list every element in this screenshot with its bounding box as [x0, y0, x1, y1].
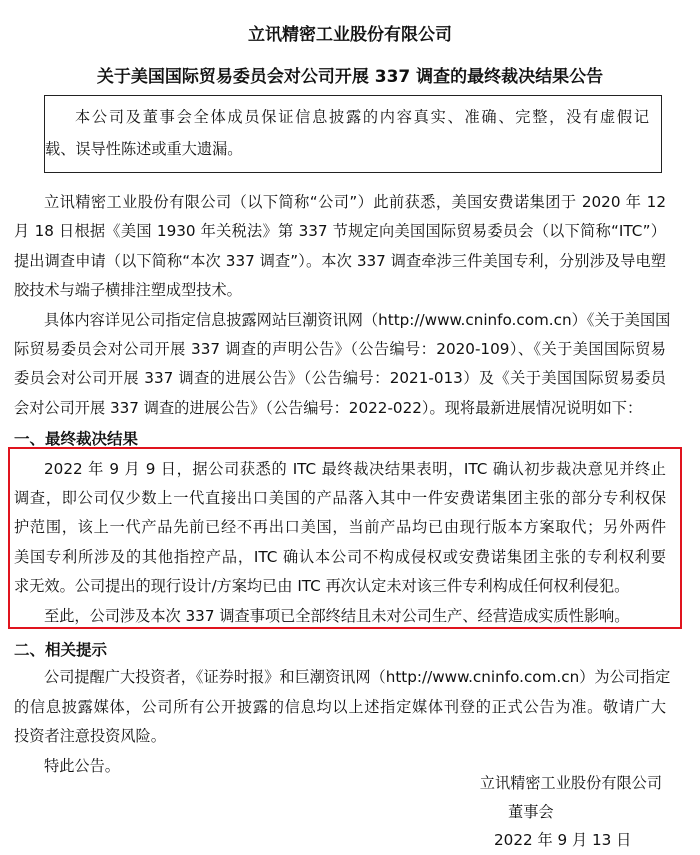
paragraph-line: 护范围，该上一代产品先前已经不再出口美国，当前产品均已由现行版本方案取代；另外两件: [14, 518, 666, 537]
statement-line: 载、误导性陈述或重大遗漏。: [45, 140, 243, 158]
paragraph-line: 特此公告。: [44, 756, 120, 775]
highlight-box: [8, 447, 682, 629]
section-heading: 二、相关提示: [14, 641, 108, 659]
section-heading: 一、最终裁决结果: [14, 430, 139, 449]
paragraph-line: 美国专利所涉及的其他指控产品，ITC 确认本公司不构成侵权或安费诺集团主张的专利权利要: [14, 547, 666, 566]
paragraph-line: 投资者注意投资风险。: [14, 727, 166, 746]
paragraph-line: 2022 年 9 月 9 日，据公司获悉的 ITC 最终裁决结果表明，ITC 确认初步裁决意见并终止: [44, 459, 666, 478]
page-title: 关于美国国际贸易委员会对公司开展 337 调查的最终裁决结果公告: [96, 67, 604, 87]
paragraph-line: 提出调查申请（以下简称“本次 337 调查”）。本次 337 调查牵涉三件美国专利，分别涉及导电塑: [14, 251, 666, 270]
paragraph-line: 公司提醒广大投资者，《证券时报》和巨潮资讯网（http://www.cninfo.com.cn）为公司指定: [44, 668, 671, 687]
signature-company: 立讯精密工业股份有限公司: [479, 774, 662, 792]
paragraph-line: 立讯精密工业股份有限公司（以下简称“公司”）此前获悉，美国安费诺集团于 2020 年 12: [44, 193, 666, 211]
paragraph-line: 会对公司开展 337 调查的进展公告》（公告编号：2022-022）。现将最新进展情况说明如下：: [14, 398, 643, 417]
paragraph-line: 月 18 日根据《美国 1930 年关税法》第 337 节规定向美国国际贸易委员会（以下简称“ITC”）: [14, 222, 666, 241]
company-name: 立讯精密工业股份有限公司: [248, 25, 452, 45]
paragraph-line: 至此，公司涉及本次 337 调查事项已全部终结且未对公司生产、经营造成实质性影响。: [44, 606, 630, 625]
paragraph-line: 委员会对公司开展 337 调查的进展公告》（公告编号：2021-013）及《关于美国国际贸易委员: [14, 369, 666, 388]
paragraph-line: 具体内容详见公司指定信息披露网站巨潮资讯网（http://www.cninfo.com.cn）《关于美国国: [44, 310, 671, 329]
paragraph-line: 的信息披露媒体，公司所有公开披露的信息均以上述指定媒体刊登的正式公告为准。敬请广大: [14, 697, 666, 716]
signature-date: 2022 年 9 月 13 日: [494, 831, 632, 849]
signature-board: 董事会: [508, 803, 554, 821]
statement-line: 本公司及董事会全体成员保证信息披露的内容真实、准确、完整，没有虚假记: [75, 108, 649, 126]
paragraph-line: 调查，即公司仅少数上一代直接出口美国的产品落入其中一件安费诺集团主张的部分专利权保: [14, 489, 666, 507]
paragraph-line: 胶技术与端子横排注塑成型技术。: [14, 281, 242, 300]
statement-box: [44, 95, 662, 173]
paragraph-line: 求无效。公司提出的现行设计/方案均已由 ITC 再次认定未对该三件专利构成任何权利侵犯。: [14, 577, 630, 596]
paragraph-line: 际贸易委员会对公司开展 337 调查的声明公告》（公告编号：2020-109）、《关于美国国际贸易: [14, 340, 666, 358]
